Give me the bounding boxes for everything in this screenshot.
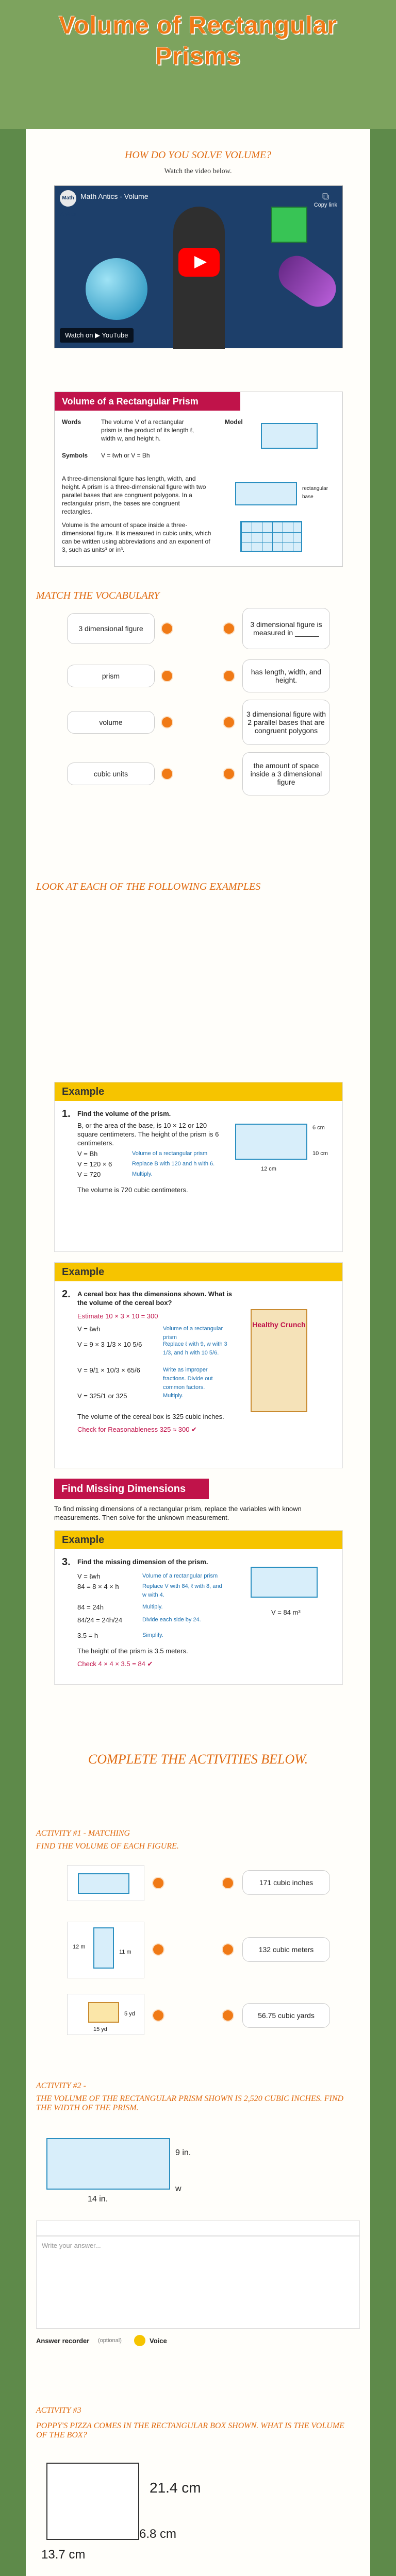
example-2-title: A cereal box has the dimensions shown. What is the volume of the cereal box? xyxy=(77,1290,233,1307)
rectangular-base-diagram xyxy=(235,482,297,505)
example-3-line-3: 84 = 24h xyxy=(77,1603,104,1611)
content-sheet xyxy=(26,129,370,2576)
activity-3-dim-length: 13.7 cm xyxy=(41,2548,86,2562)
answer-recorder-label: Answer recorder xyxy=(36,2337,90,2345)
vocab-term-2[interactable]: prism xyxy=(67,665,155,687)
activity-1-dot-right-3[interactable] xyxy=(222,2009,234,2022)
missing-dimensions-banner: Find Missing Dimensions xyxy=(54,1479,209,1499)
example-1-bar: Example xyxy=(55,1082,342,1101)
vocab-definition-1[interactable]: 3 dimensional figure is measured in ______ xyxy=(242,608,330,649)
match-dot-right-2[interactable] xyxy=(223,670,235,682)
example-1-note-1: Volume of a rectangular prism xyxy=(132,1150,208,1157)
vocab-term-4[interactable]: cubic units xyxy=(67,762,155,785)
volume-definition: Volume is the amount of space inside a three-dimensional figure. It is measured in cubic units, which can be written using abbreviations and an exponent of 3, such as units³ or in³. xyxy=(62,521,211,553)
example-2-number: 2. xyxy=(62,1289,71,1300)
example-2-line-2: V = 9 × 3 1/3 × 10 5/6 xyxy=(77,1341,142,1348)
activity-1-answer-2[interactable]: 132 cubic meters xyxy=(242,1937,330,1962)
vocab-heading: MATCH THE VOCABULARY xyxy=(36,590,160,601)
example-1-note-3: Multiply. xyxy=(132,1171,153,1177)
activities-heading: COMPLETE THE ACTIVITIES BELOW. xyxy=(88,1752,308,1767)
textbook-excerpt xyxy=(54,392,343,567)
activity-2-length-label: 14 in. xyxy=(88,2195,108,2204)
example-3-note-5: Simplify. xyxy=(142,1632,163,1638)
activity-1-figure-2[interactable] xyxy=(67,1922,144,1978)
copy-link-button[interactable] xyxy=(314,191,337,208)
example-3-volume-label: V = 84 m³ xyxy=(271,1608,301,1616)
match-dot-right-1[interactable] xyxy=(223,622,235,635)
example-3-note-1: Volume of a rectangular prism xyxy=(142,1573,218,1579)
example-3-card xyxy=(54,1530,343,1685)
example-1-note-2: Replace B with 120 and h with 6. xyxy=(132,1161,215,1167)
activity-1-answer-1[interactable]: 171 cubic inches xyxy=(242,1870,330,1895)
intro-heading: HOW DO YOU SOLVE VOLUME? xyxy=(124,149,272,161)
example-2-bar: Example xyxy=(55,1263,342,1281)
example-3-prism xyxy=(251,1567,318,1598)
textbook-banner: Volume of a Rectangular Prism xyxy=(55,392,240,411)
example-1-dim-width: 10 cm xyxy=(312,1150,328,1157)
example-1-dim-length: 12 cm xyxy=(261,1166,276,1172)
example-2-line-4: V = 325/1 or 325 xyxy=(77,1392,127,1400)
example-3-line-5: 3.5 = h xyxy=(77,1632,98,1639)
activity-2-width-label: w xyxy=(175,2184,182,2193)
example-2-note-4: Multiply. xyxy=(163,1393,184,1399)
example-2-note-2: Replace ℓ with 9, w with 3 1/3, and h with 10 5/6. xyxy=(163,1341,227,1356)
cereal-box xyxy=(251,1309,307,1412)
match-dot-left-1[interactable] xyxy=(161,622,173,635)
answer-recorder-optional: (optional) xyxy=(98,2337,122,2344)
example-3-line-4: 84/24 = 24h/24 xyxy=(77,1616,123,1624)
intro-instruction: Watch the video below. xyxy=(164,167,232,175)
activity-2-prompt: THE VOLUME OF THE RECTANGULAR PRISM SHOWN IS 2,520 CUBIC INCHES. FIND THE WIDTH OF THE PRISM. xyxy=(36,2094,344,2112)
copy-link-icon: ⧉ xyxy=(322,191,329,201)
figure-2-prism xyxy=(93,1927,114,1969)
activity-2-toolbar xyxy=(36,2221,360,2236)
missing-dimensions-intro: To find missing dimensions of a rectangular prism, replace the variables with known measurements. Then solve for the unknown measurement. xyxy=(54,1505,302,1521)
activity-3-box xyxy=(46,2463,139,2540)
vocab-term-3[interactable]: volume xyxy=(67,711,155,734)
example-3-line-2: 84 = 8 × 4 × h xyxy=(77,1583,119,1590)
vocab-definition-3[interactable]: 3 dimensional figure with 2 parallel bases that are congruent polygons xyxy=(242,700,330,745)
watch-on-youtube-button[interactable]: Watch on ▶ YouTube xyxy=(60,328,134,343)
vocab-definition-4[interactable]: the amount of space inside a 3 dimensional figure xyxy=(242,752,330,795)
activity-1-answer-3[interactable]: 56.75 cubic yards xyxy=(242,2003,330,2028)
example-1-card xyxy=(54,1082,343,1252)
example-1-line-2: V = 120 × 6 xyxy=(77,1160,112,1168)
example-2-card xyxy=(54,1262,343,1468)
example-2-result: The volume of the cereal box is 325 cubic inches. xyxy=(77,1413,224,1420)
symbols-text: V = ℓwh or V = Bh xyxy=(101,452,150,459)
cylinder-shape xyxy=(272,249,343,314)
figure-3-length-label: 15 yd xyxy=(93,2026,107,2032)
activity-1-subtitle: FIND THE VOLUME OF EACH FIGURE. xyxy=(36,1842,179,1851)
cube-shape xyxy=(271,207,307,243)
example-1-line-1: V = Bh xyxy=(77,1150,98,1158)
match-dot-left-2[interactable] xyxy=(161,670,173,682)
activity-1-dot-right-1[interactable] xyxy=(222,1877,234,1889)
example-3-bar: Example xyxy=(55,1531,342,1549)
example-2-note-3: Write as improper fractions. Divide out common factors. xyxy=(163,1367,213,1391)
youtube-embed[interactable] xyxy=(54,185,343,348)
vocab-definition-2[interactable]: has length, width, and height. xyxy=(242,659,330,692)
video-title[interactable]: Math Antics - Volume xyxy=(80,192,148,200)
figure-2-height-label: 12 m xyxy=(73,1944,86,1950)
voice-option-label: Voice xyxy=(150,2337,167,2345)
activity-3-prompt: POPPY'S PIZZA COMES IN THE RECTANGULAR BOX SHOWN. WHAT IS THE VOLUME OF THE BOX? xyxy=(36,2421,344,2439)
play-button[interactable] xyxy=(178,248,220,277)
example-1-result: The volume is 720 cubic centimeters. xyxy=(77,1186,188,1194)
activity-2-title: ACTIVITY #2 - xyxy=(36,2081,86,2090)
symbols-label: Symbols xyxy=(62,452,88,459)
activity-3-dim-width: 6.8 cm xyxy=(139,2527,177,2541)
activity-1-dot-left-1[interactable] xyxy=(152,1877,164,1889)
example-2-estimate: Estimate 10 × 3 × 10 = 300 xyxy=(77,1312,158,1320)
example-3-note-4: Divide each side by 24. xyxy=(142,1617,201,1623)
copy-link-label: Copy link xyxy=(314,202,337,208)
example-3-line-1: V = ℓwh xyxy=(77,1572,101,1580)
channel-avatar[interactable]: Math Antics xyxy=(60,190,76,207)
presenter-figure xyxy=(173,207,225,349)
match-dot-right-3[interactable] xyxy=(223,716,235,728)
match-dot-left-4[interactable] xyxy=(161,768,173,780)
voice-recorder-button[interactable] xyxy=(134,2335,145,2346)
model-prism xyxy=(261,423,318,449)
activity-1-figure-1[interactable] xyxy=(67,1865,144,1901)
example-2-line-1: V = ℓwh xyxy=(77,1325,101,1333)
example-3-result: The height of the prism is 3.5 meters. xyxy=(77,1647,188,1655)
example-2-check: Check for Reasonableness 325 ≈ 300 ✔ xyxy=(77,1426,197,1433)
activity-1-dot-left-2[interactable] xyxy=(152,1943,164,1956)
sphere-shape xyxy=(86,258,147,320)
match-dot-left-3[interactable] xyxy=(161,716,173,728)
figure-1-prism xyxy=(78,1873,129,1894)
activity-2-answer-input[interactable]: Write your answer... xyxy=(36,2236,360,2329)
example-1-number: 1. xyxy=(62,1108,71,1120)
words-text: The volume V of a rectangular prism is the product of its length ℓ, width w, and height h. xyxy=(101,418,194,442)
example-3-note-2: Replace V with 84, ℓ with 8, and w with 4. xyxy=(142,1583,222,1598)
words-label: Words xyxy=(62,418,81,426)
example-3-check: Check 4 × 4 × 3.5 = 84 ✔ xyxy=(77,1660,153,1668)
example-2-line-3: V = 9/1 × 10/3 × 65/6 xyxy=(77,1366,140,1374)
example-3-note-3: Multiply. xyxy=(142,1604,163,1610)
activity-2-prism xyxy=(46,2138,170,2190)
match-dot-right-4[interactable] xyxy=(223,768,235,780)
activity-1-dot-left-3[interactable] xyxy=(152,2009,164,2022)
cereal-box-brand: Healthy Crunch xyxy=(252,1320,306,1329)
example-3-title: Find the missing dimension of the prism. xyxy=(77,1558,208,1566)
figure-2-width-label: 11 m xyxy=(119,1949,131,1955)
cubic-units-diagram xyxy=(240,521,302,552)
activity-3-dim-height: 21.4 cm xyxy=(150,2480,201,2496)
example-1-title: Find the volume of the prism. xyxy=(77,1110,171,1117)
activity-1-title: ACTIVITY #1 - MATCHING xyxy=(36,1829,130,1838)
model-label: Model xyxy=(225,418,243,426)
activity-1-figure-3[interactable] xyxy=(67,1994,144,2035)
example-1-dim-height: 6 cm xyxy=(312,1125,325,1131)
figure-3-height-label: 5 yd xyxy=(124,2011,135,2017)
prism-definition: A three-dimensional figure has length, width, and height. A prism is a three-dimensional figure with two parallel bases that are congruent polygons. In a rectangular prism, the bases are congruent rectangles. xyxy=(62,475,206,515)
activity-3-title: ACTIVITY #3 xyxy=(36,2406,81,2415)
rectangular-base-label: rectangular base xyxy=(302,486,328,500)
example-2-note-1: Volume of a rectangular prism xyxy=(163,1326,223,1341)
figure-3-prism xyxy=(88,2002,119,2023)
activity-1-dot-right-2[interactable] xyxy=(222,1943,234,1956)
activity-2-height-label: 9 in. xyxy=(175,2148,191,2157)
example-1-body: B, or the area of the base, is 10 × 12 or 120 square centimeters. The height of the prism is 6 centimeters. xyxy=(77,1122,219,1147)
vocab-term-1[interactable]: 3 dimensional figure xyxy=(67,613,155,644)
example-3-number: 3. xyxy=(62,1556,71,1568)
example-1-line-3: V = 720 xyxy=(77,1171,101,1178)
example-1-prism xyxy=(235,1124,307,1160)
examples-heading: LOOK AT EACH OF THE FOLLOWING EXAMPLES xyxy=(36,881,261,892)
page-title: Volume of Rectangular Prisms xyxy=(58,12,338,70)
